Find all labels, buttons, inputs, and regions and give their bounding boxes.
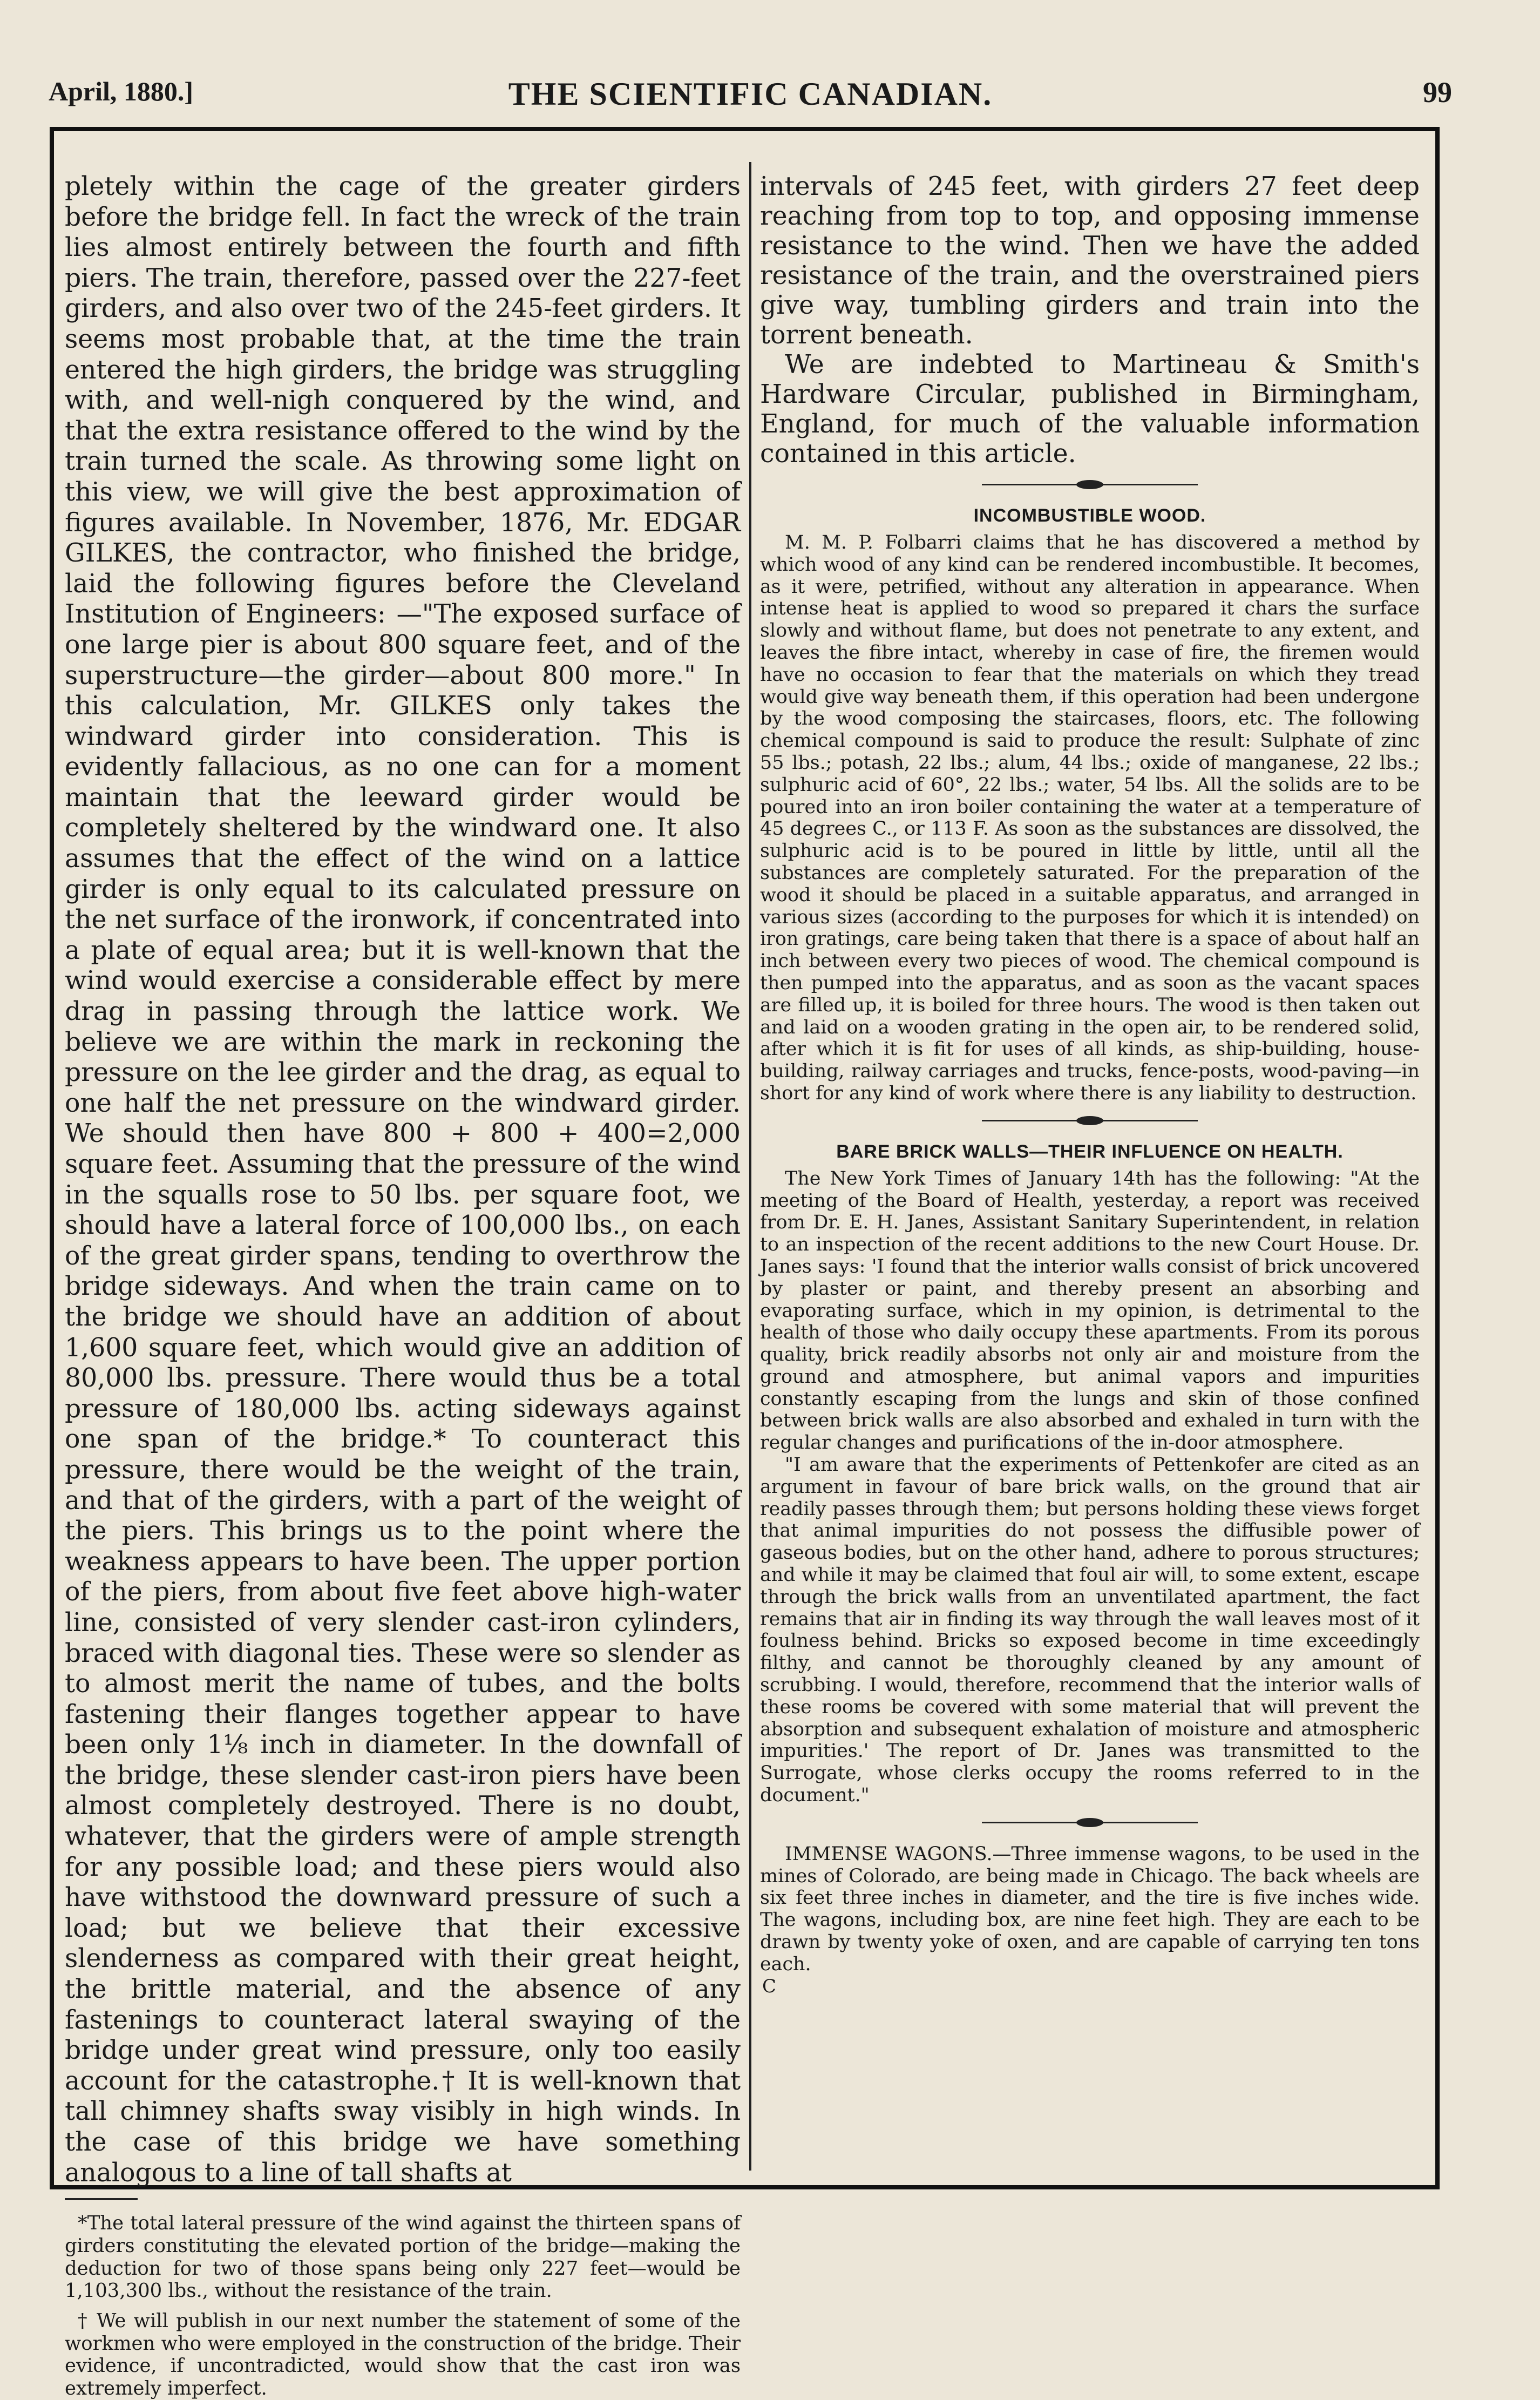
footnote-rule bbox=[65, 2198, 138, 2200]
immense-wagons-title: IMMENSE WAGONS. bbox=[785, 1843, 993, 1865]
ornamental-rule bbox=[982, 1816, 1198, 1829]
ornamental-rule bbox=[982, 1114, 1198, 1127]
footnote-1: *The total lateral pressure of the wind against the thirteen spans of girders constituting the elevated portion of the bridge—making the deduction for two of those spans being only 227 feet—would be 1,103,300 lbs., without the resistance of the train. bbox=[65, 2212, 741, 2302]
right-column bbox=[760, 172, 1420, 2169]
footnote-2: † We will publish in our next number the statement of some of the workmen who were employed in the construction of the bridge. Their evidence, if uncontradicted, would show that the cast iron was extremely imperfect. bbox=[65, 2310, 741, 2400]
bare-brick-walls-headline: BARE BRICK WALLS—THEIR INFLUENCE ON HEALTH. bbox=[836, 1141, 1344, 1162]
page-header bbox=[49, 76, 1452, 124]
ornamental-rule bbox=[982, 478, 1198, 491]
column-divider bbox=[749, 162, 751, 2171]
bridge-article-continuation: intervals of 245 feet, with girders 27 feet deep reaching from top to top, and opposing immense resistance to the wind. Then we have the added resistance of the train, and the overstrained piers give way, tumbling girders and train into the torrent beneath. bbox=[760, 172, 1420, 350]
signature-mark: C bbox=[762, 1975, 777, 1997]
issue-date: April, 1880.] bbox=[49, 76, 194, 106]
bridge-article-body: pletely within the cage of the greater girders before the bridge fell. In fact the wreck of the train lies almost entirely between the fourth and fifth piers. The train, therefore, passed over the 227-feet girders, and also over two of the 245-feet girders. It seems most probable that, at the time the train entered the high girders, the bridge was struggling with, and well-nigh conquered by the wind, and that the extra resistance offered to the wind by the train turned the scale. As throwing some light on this view, we will give the best approximation of figures available. In November, 1876, Mr. EDGAR GILKES, the contractor, who finished the bridge, laid the following figures before the Cleveland Institution of Engineers: —"The exposed surface of one large pier is about 800 square feet, and of the superstructure—the girder—about 800 more." In this calculation, Mr. GILKES only takes the windward girder into consideration. This is evidently fallacious, as no one can for a moment maintain that the leeward girder would be completely sheltered by the windward one. It also assumes that the effect of the wind on a lattice girder is only equal to its calculated pressure on the net surface of the ironwork, if concentrated into a plate of equal area; but it is well-known that the wind would exercise a considerable effect by mere drag in passing through the lattice work. We believe we are within the mark in reckoning the pressure on the lee girder and the drag, as equal to one half the net pressure on the windward girder. We should then have 800 + 800 + 400=2,000 square feet. Assuming that the pressure of the wind in the squalls rose to 50 lbs. per square foot, we should have a lateral force of 100,000 lbs., on each of the great girder spans, tending to overthrow the bridge sideways. And when the train came on to the bridge we should have an addition of about 1,600 square feet, which would give an addition of 80,000 lbs. pressure. There would thus be a total pressure of 180,000 lbs. acting sideways against one span of the bridge.* To counteract this pressure, there would be the weight of the train, and that of the girders, with a part of the weight of the piers. This brings us to the point where the weakness appears to have been. The upper portion of the piers, from about five feet above high-water line, consisted of very slender cast-iron cylinders, braced with diagonal ties. These were so slender as to almost merit the name of tubes, and the bolts fastening their flanges together appear to have been only 1⅛ inch in diameter. In the downfall of the bridge, these slender cast-iron piers have been almost completely destroyed. There is no doubt, whatever, that the girders were of ample strength for any possible load; and these piers would also have withstood the downward pressure of such a load; but we believe that their excessive slenderness as compared with their great height, the brittle material, and the absence of any fastenings to counteract lateral swaying of the bridge under great wind pressure, only too easily account for the catastrophe.† It is well-known that tall chimney shafts sway visibly in high winds. In the case of this bridge we have something analogous to a line of tall shafts at bbox=[65, 172, 741, 2188]
immense-wagons-body: —Three immense wagons, to be used in the mines of Colorado, are being made in Chicago. The back wheels are six feet three inches in diameter, and the tire is five inches wide. The wagons, including box, are nine feet high. They are each to be drawn by twenty yoke of oxen, and are capable of carrying ten tons each. bbox=[760, 1843, 1420, 1975]
immense-wagons-article bbox=[760, 1843, 1420, 1976]
page-number: 99 bbox=[1423, 76, 1452, 109]
bare-brick-walls-paragraph-1: The New York Times of January 14th has the following: "At the meeting of the Board of Health, yesterday, a report was received from Dr. E. H. Janes, Assistant Sanitary Superintendent, in relation to an inspection of the recent additions to the new Court House. Dr. Janes says: 'I found that the interior walls consist of brick uncovered by plaster or paint, and thereby present an absorbing and evaporating surface, which in my opinion, is detrimental to the health of those who daily occupy these apartments. From its porous quality, brick readily absorbs not only air and moisture from the ground and atmosphere, but animal vapors and impurities constantly escaping from the lungs and skin of those confined between brick walls are also absorbed and exhaled in turn with the regular changes and purifications of the in-door atmosphere. bbox=[760, 1167, 1420, 1454]
incombustible-wood-body: M. M. P. Folbarri claims that he has discovered a method by which wood of any kind can be rendered incombustible. It becomes, as it were, petrified, without any alteration in appearance. When intense heat is applied to wood so prepared it chars the surface slowly and without flame, but does not penetrate to any extent, and leaves the fibre intact, whereby in case of fire, the firemen would have no occasion to fear that the materials on which they tread would give way beneath them, if this operation had been undergone by the wood composing the staircases, floors, etc. The following chemical compound is said to produce the result: Sulphate of zinc 55 lbs.; potash, 22 lbs.; alum, 44 lbs.; oxide of manganese, 22 lbs.; sulphuric acid of 60°, 22 lbs.; water, 54 lbs. All the solids are to be poured into an iron boiler containing the water at a temperature of 45 degrees C., or 113 F. As soon as the substances are dissolved, the sulphuric acid is to be poured in little by little, until all the substances are completely saturated. For the preparation of the wood it should be placed in a suitable apparatus, and arranged in various sizes (according to the purposes for which it is intended) on iron gratings, care being taken that there is a space of about half an inch between every two pieces of wood. The chemical compound is then pumped into the apparatus, and as soon as the vacant spaces are filled up, it is boiled for three hours. The wood is then taken out and laid on a wooden grating in the open air, to be rendered solid, after which it is fit for uses of all kinds, as ship-building, house-building, railway carriages and trucks, fence-posts, wood-paving—in short for any kind of work where there is any liability to destruction. bbox=[760, 532, 1420, 1104]
bare-brick-walls-paragraph-2: "I am aware that the experiments of Pettenkofer are cited as an argument in favour of bare brick walls, on the ground that air readily passes through them; but persons holding these views forget that animal impurities do not possess the diffusible power of gaseous bodies, but on the other hand, adhere to porous structures; and while it may be claimed that foul air will, to some extent, escape through the brick walls from an unventilated apartment, the fact remains that air in finding its way through the wall leaves most of it foulness behind. Bricks so exposed become in time exceedingly filthy, and cannot be thoroughly cleaned by any amount of scrubbing. I would, therefore, recommend that the interior walls of these rooms be covered with some material that will prevent the absorption and subsequent exhalation of moisture and atmospheric impurities.' The report of Dr. Janes was transmitted to the Surrogate, whose clerks occupy the rooms referred to in the document." bbox=[760, 1454, 1420, 1807]
left-column bbox=[65, 172, 741, 2400]
publication-title: THE SCIENTIFIC CANADIAN. bbox=[508, 76, 993, 112]
incombustible-wood-headline: INCOMBUSTIBLE WOOD. bbox=[973, 505, 1206, 526]
bridge-article-credit: We are indebted to Martineau & Smith's Hardware Circular, published in Birmingham, England, for much of the valuable information contained in this article. bbox=[760, 350, 1420, 469]
